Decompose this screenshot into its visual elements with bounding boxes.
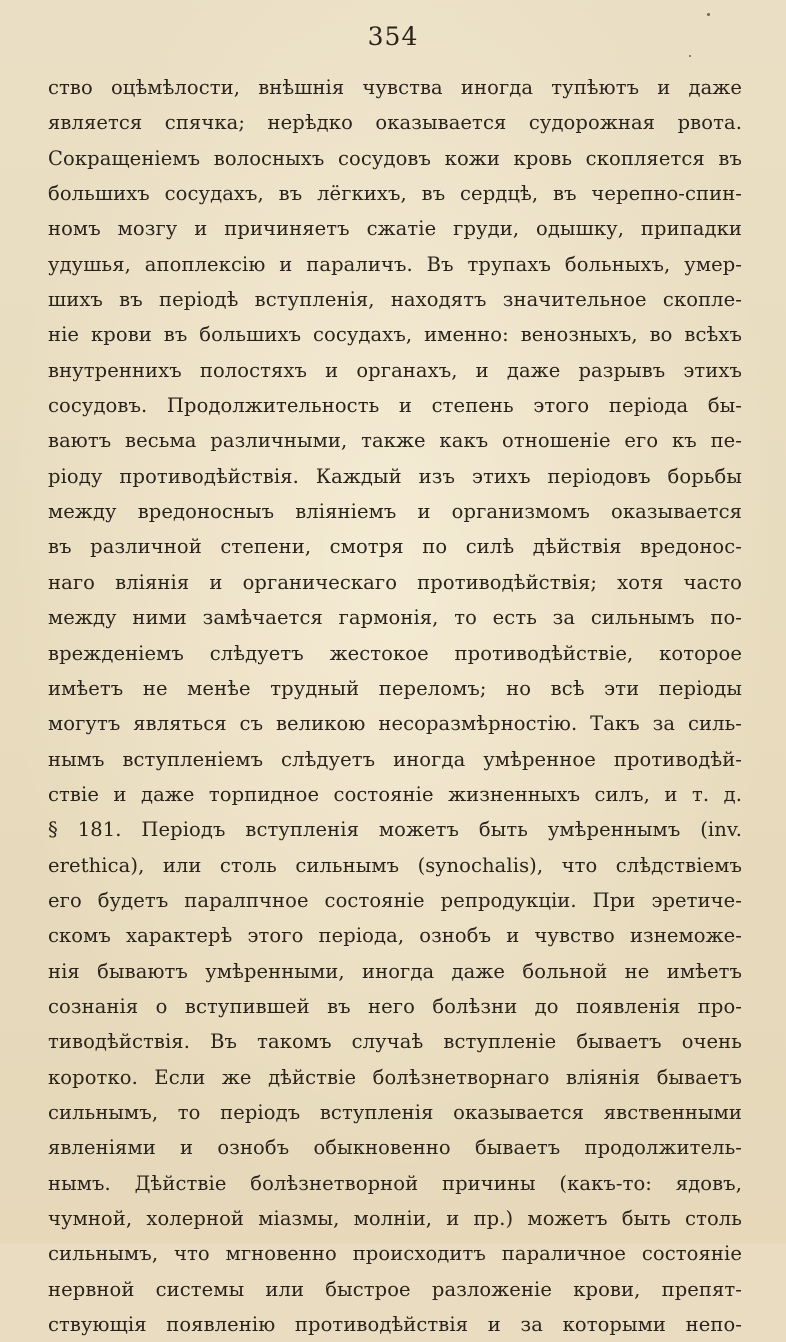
text-line: въ различной степени, смотря по силѣ дѣйствія вредонос- [48,535,742,559]
text-line: нервной системы или быстрое разложеніе крови, препят- [48,1277,742,1301]
body-text [48,70,742,1342]
text-line: шихъ въ періодѣ вступленія, находятъ значительное скопле- [48,288,742,312]
text-line: скомъ характерѣ этого періода, ознобъ и чувство изнеможе- [48,924,742,948]
text-line: нымъ. Дѣйствіе болѣзнетворной причины (какъ-то: ядовъ, [48,1171,742,1195]
text-line: Сокращеніемъ волосныхъ сосудовъ кожи кровь скопляется въ [48,146,742,170]
paper-speck [689,55,691,57]
text-line: ствующія появленію противодѣйствія и за которыми непо- [48,1313,742,1337]
text-line: его будетъ паралпчное состояніе репродукціи. При эретиче- [48,888,742,912]
text-line: ство оцѣмѣлости, внѣшнія чувства иногда тупѣютъ и даже [48,76,742,99]
text-line: чумной, холерной міазмы, молніи, и пр.) можетъ быть столь [48,1207,742,1230]
text-line: внутреннихъ полостяхъ и органахъ, и даже разрывъ этихъ [48,358,742,382]
text-line: коротко. Если же дѣйствіе болѣзнетворнаго вліянія бываетъ [48,1065,742,1089]
text-line: ніе крови въ большихъ сосудахъ, именно: венозныхъ, во всѣхъ [48,323,742,347]
text-line: ваютъ весьма различными, также какъ отношеніе его къ пе- [48,429,742,453]
text-line: сознанія о вступившей въ него болѣзни до появленія про- [48,994,742,1018]
text-line: между вредоносныъ вліяніемъ и организмомъ оказывается [48,500,742,524]
text-line: наго вліянія и органическаго противодѣйствія; хотя часто [48,570,742,594]
text-line: большихъ сосудахъ, въ лёгкихъ, въ сердцѣ, въ черепно-спин- [48,182,742,206]
text-line: номъ мозгу и причиняетъ сжатіе груди, одышку, припадки [48,217,742,241]
text-line: между ними замѣчается гармонія, то есть за сильнымъ по- [48,606,742,630]
text-line: сильнымъ, то періодъ вступленія оказывается явственными [48,1100,742,1124]
text-line: ріоду противодѣйствія. Каждый изъ этихъ періодовъ борьбы [48,464,742,488]
page-number: 354 [367,22,419,51]
text-line: могутъ являться съ великою несоразмѣрностію. Такъ за силь- [48,712,742,736]
text-line: сильнымъ, что мгновенно происходитъ параличное состояніе [48,1242,742,1266]
text-line: тиводѣйствія. Въ такомъ случаѣ вступленіе бываетъ очень [48,1030,742,1054]
text-line: нымъ вступленіемъ слѣдуетъ иногда умѣренное противодѣй- [48,747,742,771]
text-line: врежденіемъ слѣдуетъ жестокое противодѣйствіе, которое [48,641,742,665]
text-line: удушья, апоплексію и параличъ. Въ трупахъ больныхъ, умер- [48,252,742,276]
paper-speck [707,13,710,16]
text-line: нія бываютъ умѣренными, иногда даже больной не имѣетъ [48,959,742,983]
text-line: является спячка; нерѣдко оказывается судорожная рвота. [48,111,742,135]
text-line: имѣетъ не менѣе трудный переломъ; но всѣ эти періоды [48,676,742,700]
section-heading-line: § 181. Періодъ вступленія можетъ быть умѣреннымъ (inv. [48,818,742,842]
text-line: ствіе и даже торпидное состояніе жизненныхъ силъ, и т. д. [48,782,742,806]
text-line: явленіями и ознобъ обыкновенно бываетъ продолжитель- [48,1136,742,1160]
text-line: сосудовъ. Продолжительность и степень этого періода бы- [48,394,742,418]
text-line: erethica), или столь сильнымъ (synochalis), что слѣдствіемъ [48,853,742,877]
